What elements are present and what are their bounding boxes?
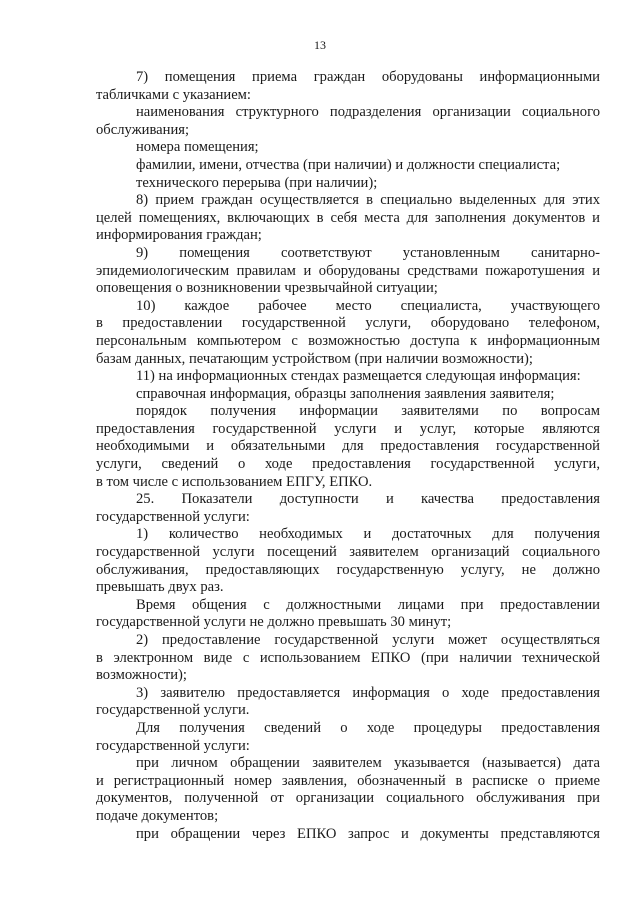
text-line: табличками с указанием:	[96, 86, 251, 103]
text-line: возможности);	[96, 667, 187, 684]
paragraph	[96, 491, 600, 526]
text-line: при личном обращении заявителем указывается (называется) дата	[136, 755, 600, 772]
paragraph	[96, 192, 600, 245]
page-number: 13	[314, 38, 326, 52]
paragraph	[96, 720, 600, 755]
text-line: эпидемиологическим правилам и оборудованы средствами пожаротушения и	[96, 262, 600, 279]
text-line: государственной услуги:	[96, 508, 250, 525]
text-line: справочная информация, образцы заполнения заявления заявителя;	[136, 385, 555, 402]
text-line: 3) заявителю предоставляется информация о ходе предоставления	[136, 684, 600, 701]
paragraph	[96, 245, 600, 298]
text-line: оповещения о возникновении чрезвычайной ситуации;	[96, 280, 438, 297]
text-line: фамилии, имени, отчества (при наличии) и должности специалиста;	[136, 156, 561, 173]
text-line: технического перерыва (при наличии);	[136, 174, 378, 191]
text-line: 8) прием граждан осуществляется в специально выделенных для этих	[136, 192, 600, 209]
paragraph	[96, 368, 600, 386]
text-line: 1) количество необходимых и достаточных для получения	[136, 526, 600, 543]
text-line: обслуживания;	[96, 121, 190, 138]
paragraph	[96, 104, 600, 139]
paragraph	[96, 69, 600, 104]
text-line: Время общения с должностными лицами при предоставлении	[136, 596, 600, 613]
text-line: 2) предоставление государственной услуги может осуществляться	[136, 632, 600, 648]
text-line: необходимыми и обязательными для предоставления государственной	[96, 438, 600, 455]
text-line: услуги, сведений о ходе предоставления государственной услуги,	[96, 456, 600, 473]
text-line: государственной услуги не должно превышать 30 минут;	[96, 614, 452, 631]
text-line: в том числе с использованием ЕПГУ, ЕПКО.	[96, 473, 373, 490]
text-line: превышать двух раз.	[96, 579, 224, 596]
paragraph	[96, 526, 600, 596]
paragraph	[96, 632, 600, 685]
text-line: 9) помещения соответствуют установленным санитарно-	[136, 244, 600, 261]
text-line: подаче документов;	[96, 807, 219, 824]
paragraph	[96, 403, 600, 491]
text-line: порядок получения информации заявителями по вопросам	[136, 403, 600, 420]
text-line: государственной услуги посещений заявителем организаций социального	[96, 544, 600, 561]
text-line: 11) на информационных стендах размещается следующая информация:	[136, 368, 581, 385]
paragraph	[96, 755, 600, 825]
text-line: базам данных, печатающим устройством (при наличии возможности);	[96, 350, 533, 367]
paragraph	[96, 298, 600, 368]
text-line: информирования граждан;	[96, 227, 262, 244]
document-body	[96, 69, 600, 843]
paragraph	[96, 386, 600, 404]
text-line: предоставления государственной услуги и услуг, которые являются	[96, 420, 600, 437]
text-line: 10) каждое рабочее место специалиста, участвующего	[136, 297, 600, 314]
paragraph	[96, 157, 600, 175]
text-line: при обращении через ЕПКО запрос и документы представляются	[136, 825, 600, 842]
paragraph	[96, 685, 600, 720]
text-line: в предоставлении государственной услуги, оборудовано телефоном,	[96, 315, 600, 332]
text-line: 25. Показатели доступности и качества предоставления	[136, 491, 600, 508]
paragraph	[96, 175, 600, 193]
text-line: Для получения сведений о ходе процедуры предоставления	[136, 719, 600, 736]
text-line: государственной услуги.	[96, 702, 250, 719]
text-line: обслуживания, предоставляющих государственную услугу, не должно	[96, 561, 600, 578]
text-line: наименования структурного подразделения организации социального	[136, 104, 600, 121]
text-line: и регистрационный номер заявления, обозначенный в расписке о приеме	[96, 772, 600, 789]
paragraph	[96, 597, 600, 632]
text-line: номера помещения;	[136, 139, 259, 156]
text-line: целей помещениях, включающих в себя места для заполнения документов и	[96, 209, 600, 226]
text-line: 7) помещения приема граждан оборудованы информационными	[136, 69, 600, 85]
text-line: государственной услуги:	[96, 737, 250, 754]
text-line: документов, полученной от организации социального обслуживания при	[96, 790, 600, 807]
paragraph	[96, 139, 600, 157]
paragraph	[96, 826, 600, 844]
text-line: в электронном виде с использованием ЕПКО (при наличии технической	[96, 649, 600, 666]
text-line: персональным компьютером с возможностью доступа к информационным	[96, 332, 600, 349]
